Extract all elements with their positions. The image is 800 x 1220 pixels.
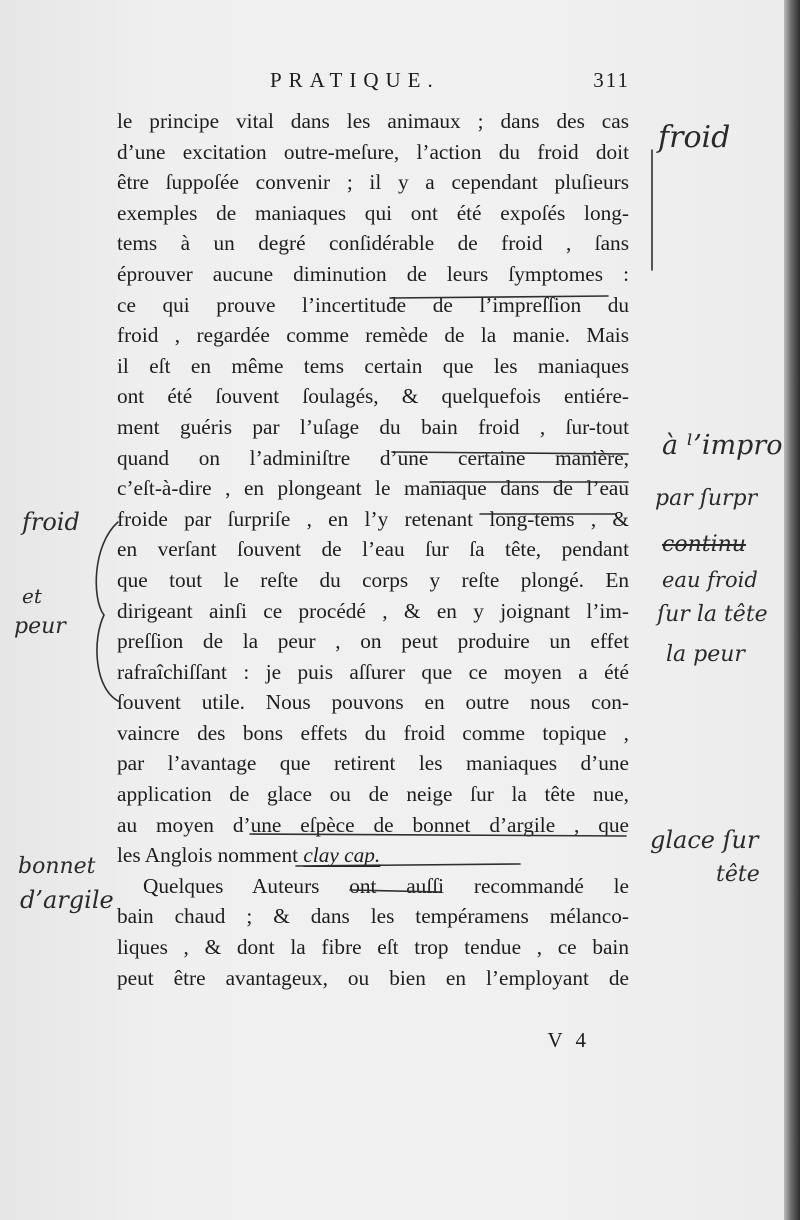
margin-note: tête <box>716 862 760 887</box>
text-line: peut être avantageux, ou bien en l’employant de <box>117 965 629 990</box>
margin-note: à ˡ’impro <box>662 430 783 461</box>
text-line: vaincre des bons effets du froid comme topique , <box>117 720 629 745</box>
text-line: dirigeant ainſi ce procédé , & en y joignant l’im- <box>117 598 629 623</box>
text-line: liques , & dont la fibre eſt trop tendue , ce bain <box>117 935 629 960</box>
text-line: c’eſt-à-dire , en plongeant le maniaque dans de l’eau <box>117 476 629 501</box>
text-line: Quelques Auteurs ont auſſi recommandé le <box>143 873 629 898</box>
text-line: être ſuppoſée convenir ; il y a cependant pluſieurs <box>117 170 629 195</box>
text-line: le principe vital dans les animaux ; dans des cas <box>117 109 629 133</box>
underline-mark <box>350 890 440 892</box>
text-line: quand on l’adminiſtre d’une certaine manière, <box>117 445 629 470</box>
page-number: 311 <box>593 68 630 92</box>
underline-mark <box>392 452 628 454</box>
margin-note: d’argile <box>20 886 114 914</box>
text-line: ont été ſouvent ſoulagés, & quelquefois entiére- <box>117 384 629 409</box>
text-line: application de glace ou de neige ſur la tête nue, <box>117 782 629 807</box>
text-line: bain chaud ; & dans les tempéramens mélanco- <box>117 904 629 929</box>
text-line: par l’avantage que retirent les maniaques d’une <box>117 751 629 776</box>
text-line: froide par ſurpriſe , en l’y retenant long-tems , & <box>117 506 629 531</box>
text-line: preſſion de la peur , on peut produire un effet <box>117 629 629 654</box>
text-line: en verſant ſouvent de l’eau ſur ſa tête, pendant <box>117 537 629 562</box>
margin-note: ſur la tête <box>657 602 768 627</box>
text-line: ment guéris par l’uſage du bain froid , ſur-tout <box>117 414 629 439</box>
text-line: que tout le reſte du corps y reſte plongé. En <box>117 567 629 592</box>
left-bracket-mark <box>96 522 120 702</box>
text-line: d’une excitation outre-meſure, l’action du froid doit <box>117 139 629 164</box>
text-line: éprouver aucune diminution de leurs ſymptomes : <box>117 261 629 286</box>
text-line-segment: les Anglois nomment <box>117 843 299 868</box>
text-line: au moyen d’une eſpèce de bonnet d’argile , que <box>117 812 629 837</box>
signature-mark: V 4 <box>547 1028 590 1052</box>
underline-mark <box>390 296 608 298</box>
header-title: PRATIQUE. <box>270 68 440 92</box>
margin-note: et <box>22 584 42 608</box>
text-line: exemples de maniaques qui ont été expoſés long- <box>117 200 629 225</box>
margin-note: peur <box>14 614 66 639</box>
margin-note: eau froid <box>662 568 758 592</box>
margin-note: la peur <box>666 642 745 667</box>
text-line: rafraîchiſſant : je puis aſſurer que ce moyen a été <box>117 659 629 684</box>
text-line: froid , regardée comme remède de la manie. Mais <box>117 323 629 348</box>
margin-note: froid <box>658 120 731 155</box>
underline-mark <box>296 864 520 866</box>
underline-mark <box>250 834 626 836</box>
text-line: ce qui prouve l’incertitude de l’impreſſion du <box>117 292 629 317</box>
margin-note: continu <box>662 532 746 557</box>
margin-note: par ſurpr <box>655 486 758 511</box>
italic-term: clay cap. <box>303 843 381 868</box>
margin-note: glace ſur <box>650 826 759 854</box>
margin-note: bonnet <box>18 854 96 879</box>
text-line: ſouvent utile. Nous pouvons en outre nous con- <box>117 690 629 715</box>
text-line: tems à un degré conſidérable de froid , ſans <box>117 231 629 256</box>
margin-note: froid <box>22 508 80 536</box>
text-line: il eſt en même tems certain que les maniaques <box>117 353 629 378</box>
